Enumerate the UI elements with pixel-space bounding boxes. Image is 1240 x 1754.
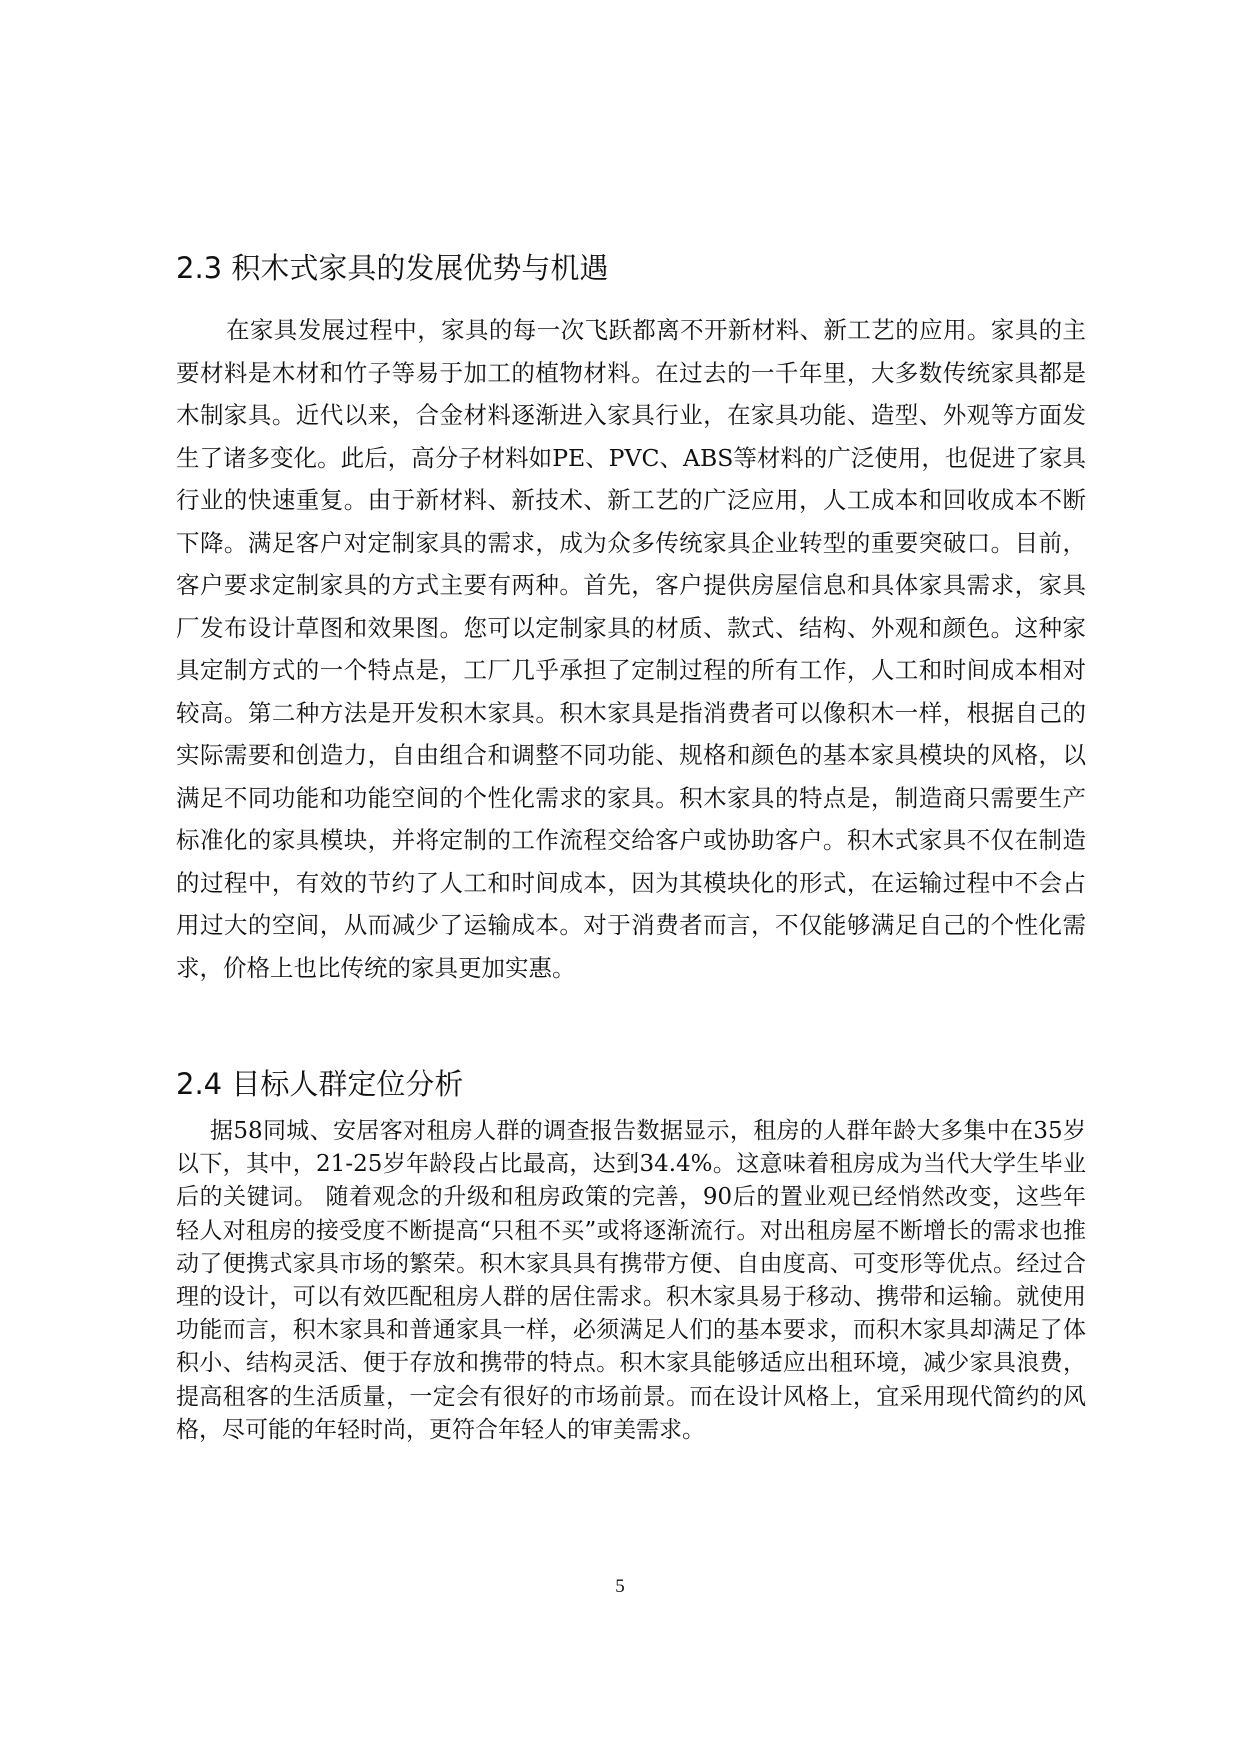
section-heading-2-4: 2.4 目标人群定位分析: [176, 1067, 464, 1101]
section-heading-2-3: 2.3 积木式家具的发展优势与机遇: [176, 251, 609, 285]
page-number: 5: [615, 1576, 625, 1597]
section-2-3-paragraph: 在家具发展过程中，家具的每一次飞跃都离不开新材料、新工艺的应用。家具的主要材料是木材和竹子等易于加工的植物材料。在过去的一千年里，大多数传统家具都是木制家具。近代以来，合金材料逐渐进入家具行业，在家具功能、造型、外观等方面发生了诸多变化。此后，高分子材料如PE、PVC、ABS等材料的广泛使用，也促进了家具行业的快速重复。由于新材料、新技术、新工艺的广泛应用，人工成本和回收成本不断下降。满足客户对定制家具的需求，成为众多传统家具企业转型的重要突破口。目前，客户要求定制家具的方式主要有两种。首先，客户提供房屋信息和具体家具需求，家具厂发布设计草图和效果图。您可以定制家具的材质、款式、结构、外观和颜色。这种家具定制方式的一个特点是，工厂几乎承担了定制过程的所有工作，人工和时间成本相对较高。第二种方法是开发积木家具。积木家具是指消费者可以像积木一样，根据自己的实际需要和创造力，自由组合和调整不同功能、规格和颜色的基本家具模块的风格，以满足不同功能和功能空间的个性化需求的家具。积木家具的特点是，制造商只需要生产标准化的家具模块，并将定制的工作流程交给客户或协助客户。积木式家具不仅在制造的过程中，有效的节约了人工和时间成本，因为其模块化的形式，在运输过程中不会占用过大的空间，从而减少了运输成本。对于消费者而言，不仅能够满足自己的个性化需求，价格上也比传统的家具更加实惠。: [176, 316, 1086, 982]
section-2-4-paragraph: 据58同城、安居客对租房人群的调查报告数据显示，租房的人群年龄大多集中在35岁以下，其中，21-25岁年龄段占比最高，达到34.4%。这意味着租房成为当代大学生毕业后的关键词。 随着观念的升级和租房政策的完善，90后的置业观已经悄然改变，这些年轻人对租房的接受度不断提高“只租不买”或将逐渐流行。对出租房屋不断增长的需求也推动了便携式家具市场的繁荣。积木家具具有携带方便、自由度高、可变形等优点。经过合理的设计，可以有效匹配租房人群的居住需求。积木家具易于移动、携带和运输。就使用功能而言，积木家具和普通家具一样，必须满足人们的基本要求，而积木家具却满足了体积小、结构灵活、便于存放和携带的特点。积木家具能够适应出租环境，减少家具浪费，提高租客的生活质量，一定会有很好的市场前景。而在设计风格上，宜采用现代简约的风格，尽可能的年轻时尚，更符合年轻人的审美需求。: [176, 1118, 1086, 1443]
